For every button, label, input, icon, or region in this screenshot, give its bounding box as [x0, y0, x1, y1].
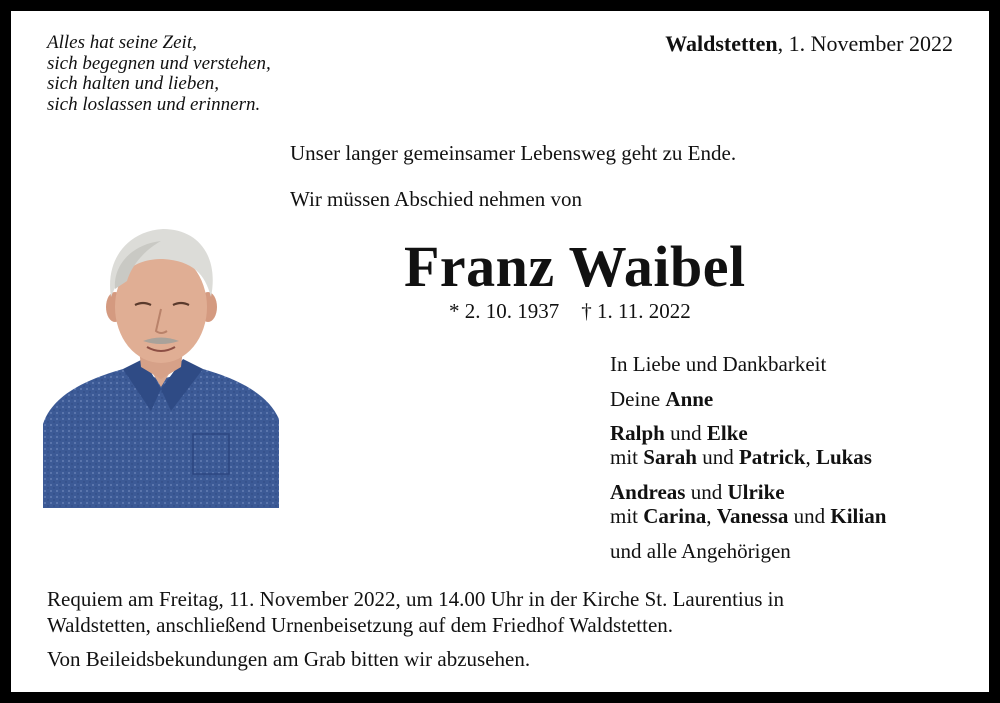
family-grandchildren1 — [610, 445, 872, 469]
birth-date: * 2. 10. 1937 — [449, 299, 560, 323]
and-word: und — [788, 504, 831, 528]
grandchild-name: Lukas — [815, 445, 872, 469]
requiem-text — [47, 586, 784, 638]
poem-line: sich loslassen und erinnern. — [47, 93, 261, 115]
spouse2-name: Ulrike — [727, 480, 785, 504]
place-town: Waldstetten — [665, 31, 778, 56]
with-word: mit — [610, 445, 644, 469]
poem — [47, 33, 271, 115]
comma: , — [706, 504, 717, 528]
requiem-line-2: Waldstetten, anschließend Urnenbeisetzung auf dem Friedhof Waldstetten. — [47, 613, 674, 637]
portrait-photo — [43, 219, 279, 508]
grandchild-name: Sarah — [643, 445, 697, 469]
intro-line-1: Unser langer gemeinsamer Lebensweg geht zu Ende. — [290, 141, 737, 165]
family-son1 — [610, 421, 748, 445]
place-date — [665, 31, 953, 57]
family-son2 — [610, 480, 785, 504]
grandchild-name: Kilian — [830, 504, 887, 528]
spouse1-name: Elke — [706, 421, 748, 445]
family-thanks: In Liebe und Dankbarkeit — [610, 352, 827, 376]
poem-line: sich begegnen und verstehen, — [47, 52, 271, 74]
death-date: † 1. 11. 2022 — [581, 299, 691, 323]
son1-name: Ralph — [610, 421, 665, 445]
family-wife — [610, 387, 713, 411]
grandchild-name: Patrick — [738, 445, 806, 469]
life-dates — [449, 299, 691, 324]
portrait-illustration — [43, 219, 279, 508]
intro-line-2: Wir müssen Abschied nehmen von — [290, 187, 582, 211]
son2-name: Andreas — [610, 480, 686, 504]
comma: , — [805, 445, 816, 469]
wife-name: Anne — [665, 387, 714, 411]
place-date-text: , 1. November 2022 — [777, 31, 953, 56]
requiem-line-1: Requiem am Freitag, 11. November 2022, um 14.00 Uhr in der Kirche St. Laurentius in — [47, 587, 784, 611]
poem-line: sich halten und lieben, — [47, 73, 220, 94]
family-grandchildren2 — [610, 504, 886, 528]
family-relatives: und alle Angehörigen — [610, 539, 791, 563]
and-word: und — [696, 445, 739, 469]
and-word: und — [664, 421, 707, 445]
grandchild-name: Vanessa — [716, 504, 789, 528]
condolence-note: Von Beileidsbekundungen am Grab bitten wir abzusehen. — [47, 647, 531, 671]
poem-line: Alles hat seine Zeit, — [47, 32, 197, 53]
grandchild-name: Carina — [643, 504, 707, 528]
obituary-card — [11, 11, 989, 692]
and-word: und — [685, 480, 728, 504]
with-word: mit — [610, 504, 644, 528]
deceased-name: Franz Waibel — [404, 234, 746, 299]
wife-prefix: Deine — [610, 387, 666, 411]
